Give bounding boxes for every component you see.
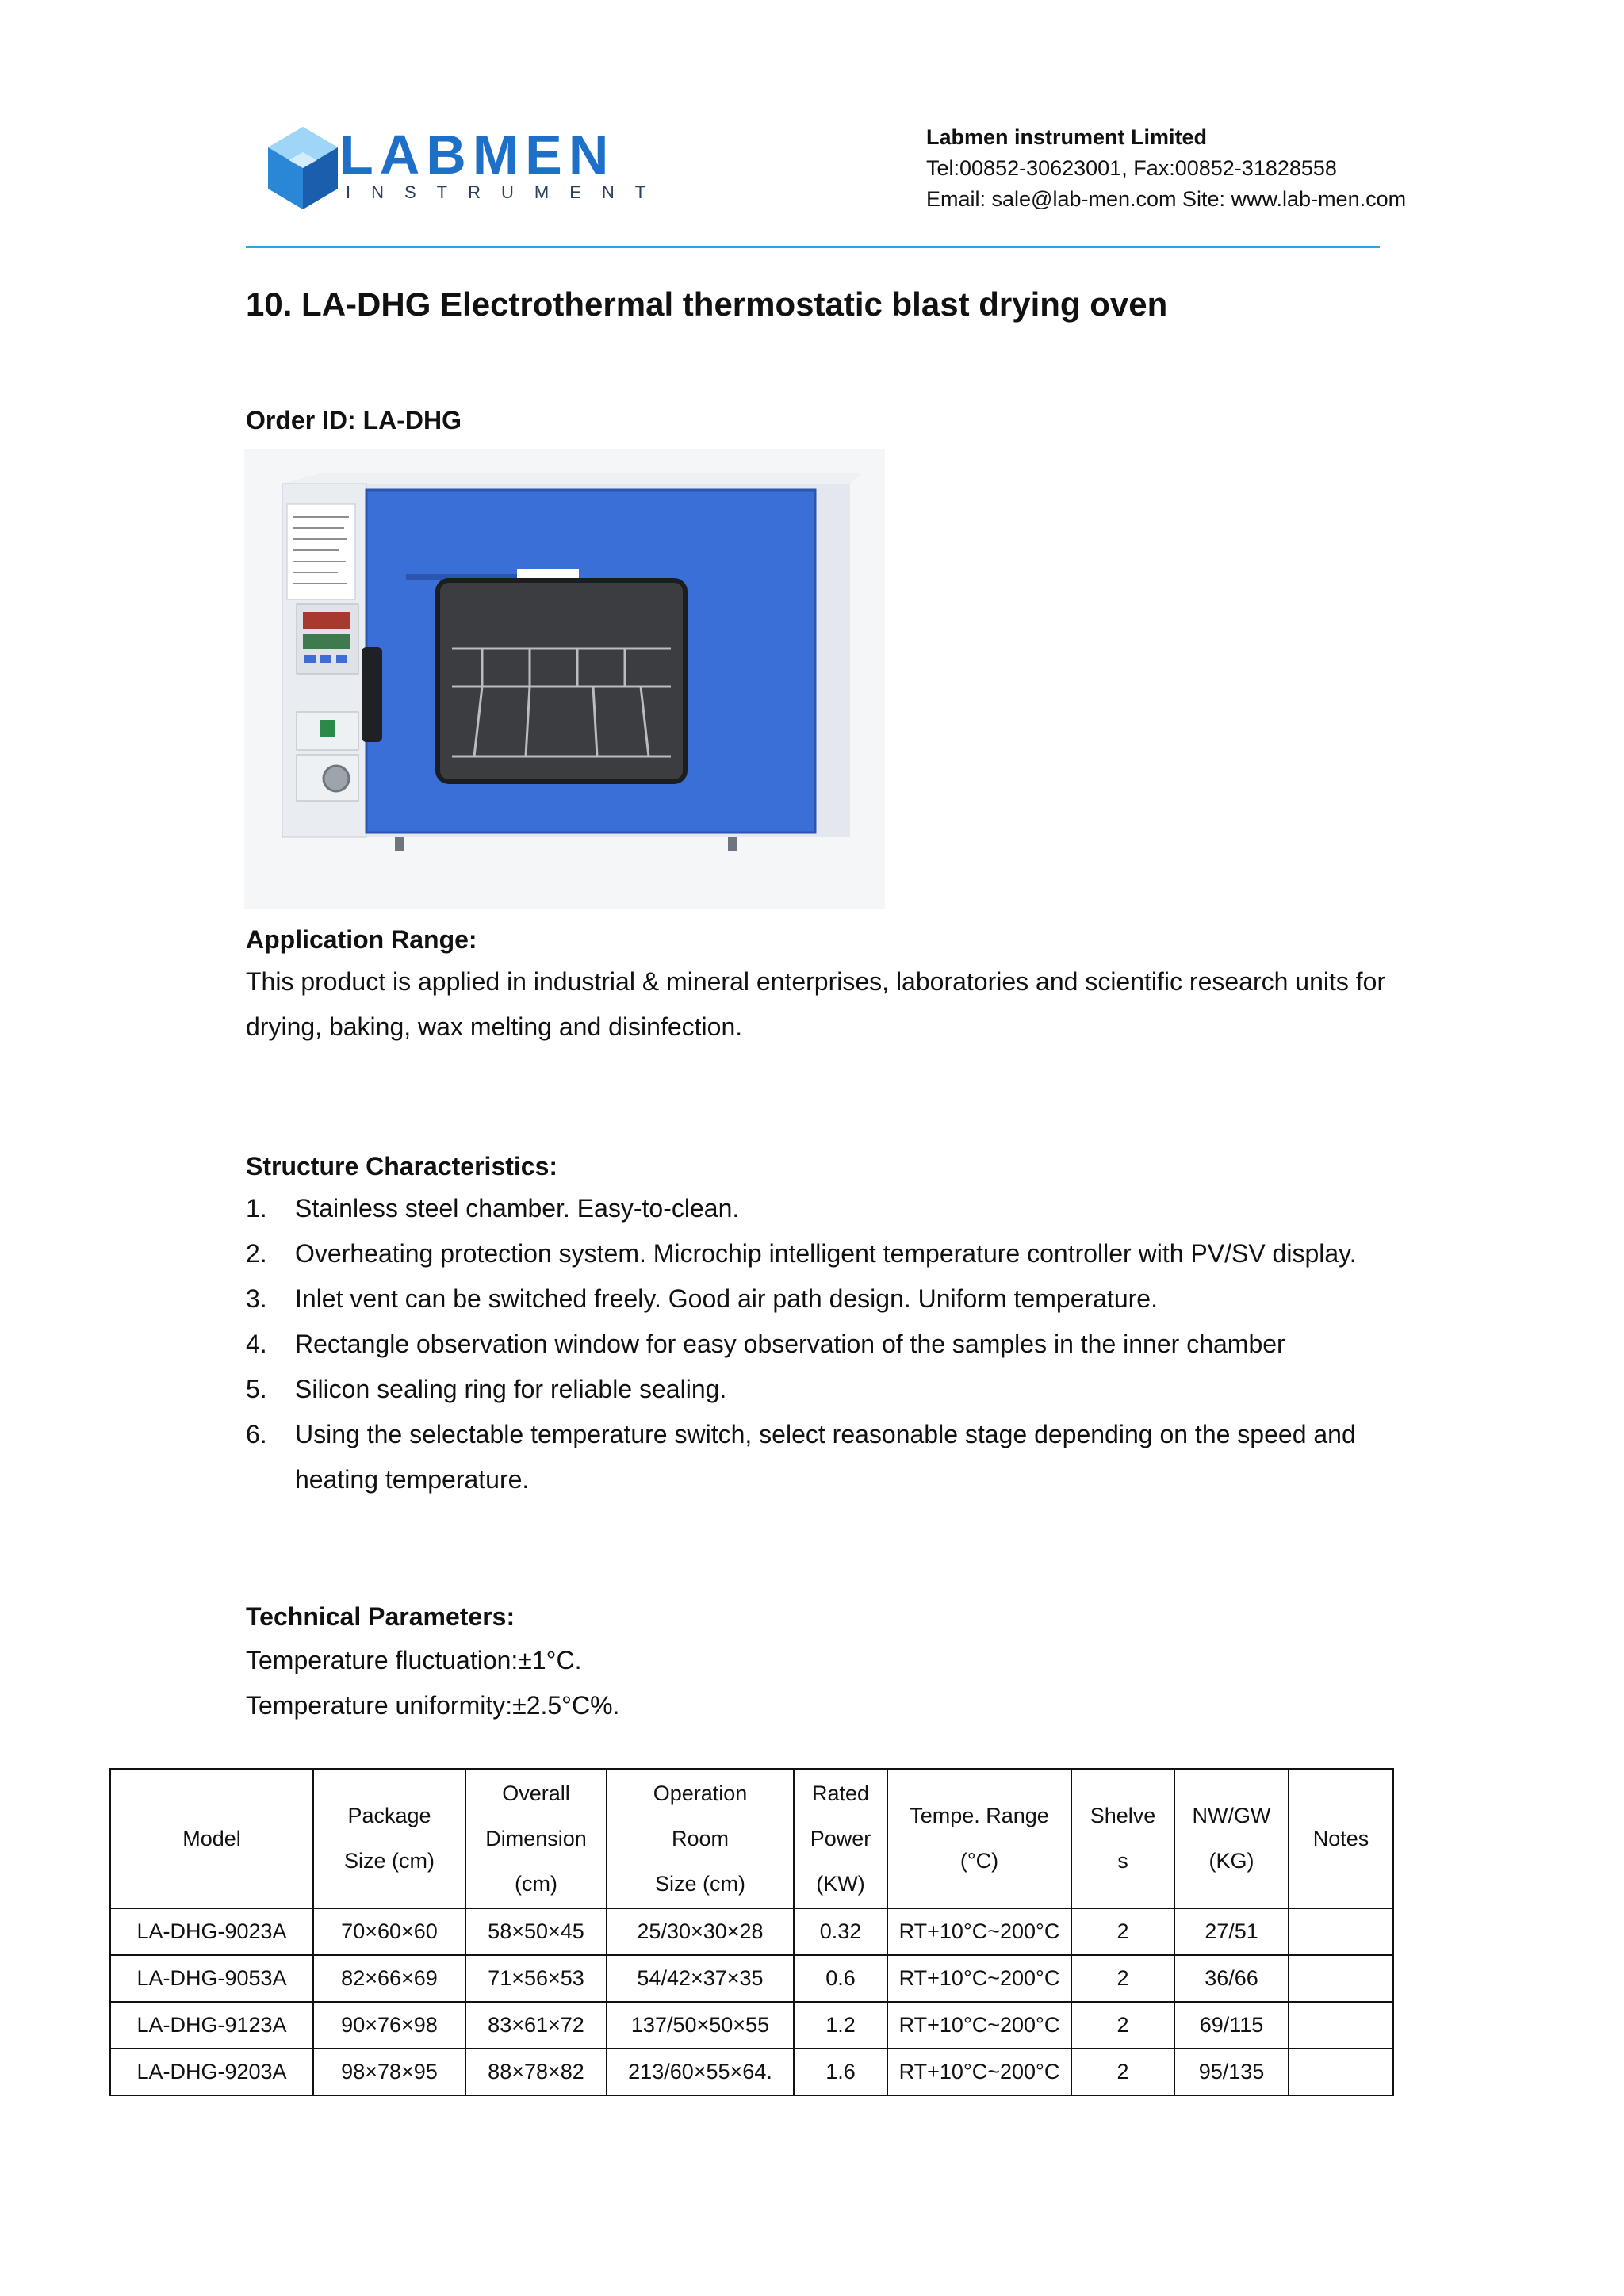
list-item-number: 4. xyxy=(246,1330,267,1358)
header-line: (KG) xyxy=(1208,1849,1254,1873)
company-email-site: Email: sale@lab-men.com Site: www.lab-men.com xyxy=(926,187,1407,211)
col-model-cell: LA-DHG-9123A xyxy=(110,2002,313,2049)
list-item xyxy=(246,1186,1419,1231)
list-item xyxy=(246,1322,1419,1367)
list-item xyxy=(246,1276,1419,1322)
col-temp-range-cell: RT+10°C~200°C xyxy=(887,1908,1071,1955)
col-operation-room-cell: 137/50×50×55 xyxy=(607,2002,794,2049)
header-line: (KW) xyxy=(816,1871,865,1896)
col-temp-range-cell: RT+10°C~200°C xyxy=(887,2002,1071,2049)
col-shelves-cell: 2 xyxy=(1071,1908,1174,1955)
header-line: (cm) xyxy=(515,1871,557,1896)
col-temp-range-header xyxy=(887,1769,1071,1908)
drying-oven-photo xyxy=(244,449,885,909)
table-row xyxy=(110,1908,1393,1955)
header-line: Shelve xyxy=(1090,1804,1156,1827)
table-body xyxy=(110,1908,1393,2095)
header-line: Tempe. Range xyxy=(910,1804,1049,1827)
col-temp-range-cell: RT+10°C~200°C xyxy=(887,2049,1071,2095)
technical-heading: Technical Parameters: xyxy=(246,1602,515,1631)
col-model-cell: LA-DHG-9203A xyxy=(110,2049,313,2095)
col-notes-cell xyxy=(1289,2002,1393,2049)
application-heading: Application Range: xyxy=(246,925,477,954)
application-text: This product is applied in industrial & mineral enterprises, laboratories and scientific research units for drying, baking, wax melting and disinfection. xyxy=(246,967,1386,1041)
col-notes-header xyxy=(1289,1769,1393,1908)
header-line: Size (cm) xyxy=(655,1871,745,1896)
list-item-text: Using the selectable temperature switch, select reasonable stage depending on the speed and heating temperature. xyxy=(295,1420,1356,1494)
col-nw-gw-header xyxy=(1174,1769,1289,1908)
list-item xyxy=(246,1367,1419,1412)
col-overall-dimension-cell: 83×61×72 xyxy=(465,2002,607,2049)
structure-heading: Structure Characteristics: xyxy=(246,1152,558,1181)
col-overall-dimension-header xyxy=(465,1769,607,1908)
list-item-text: Rectangle observation window for easy observation of the samples in the inner chamber xyxy=(295,1330,1285,1358)
header-line: Notes xyxy=(1312,1826,1369,1850)
header-line: Model xyxy=(182,1826,241,1850)
list-item-text: Inlet vent can be switched freely. Good air path design. Uniform temperature. xyxy=(295,1284,1158,1313)
col-shelves-cell: 2 xyxy=(1071,1955,1174,2002)
col-operation-room-cell: 25/30×30×28 xyxy=(607,1908,794,1955)
col-overall-dimension-cell: 58×50×45 xyxy=(465,1908,607,1955)
col-nw-gw-cell: 27/51 xyxy=(1174,1908,1289,1955)
list-item-number: 3. xyxy=(246,1284,267,1313)
col-package-size-cell: 90×76×98 xyxy=(313,2002,465,2049)
header-line: Dimension xyxy=(485,1826,587,1850)
technical-params xyxy=(246,1638,619,1728)
table-header-row xyxy=(110,1769,1393,1908)
company-name: Labmen instrument Limited xyxy=(926,125,1208,149)
table-row xyxy=(110,2002,1393,2049)
header-line: NW/GW xyxy=(1192,1804,1271,1827)
col-operation-room-header xyxy=(607,1769,794,1908)
col-package-size-cell: 70×60×60 xyxy=(313,1908,465,1955)
header-line: Size (cm) xyxy=(344,1849,435,1873)
col-shelves-cell: 2 xyxy=(1071,2002,1174,2049)
header-line: (°C) xyxy=(959,1849,999,1873)
brand-wordmark: LABMEN xyxy=(339,124,615,186)
temperature-uniformity: Temperature uniformity:±2.5°C%. xyxy=(246,1691,620,1720)
col-package-size-cell: 82×66×69 xyxy=(313,1955,465,2002)
list-item-number: 1. xyxy=(246,1194,267,1223)
col-nw-gw-cell: 69/115 xyxy=(1174,2002,1289,2049)
list-item-text: Overheating protection system. Microchip intelligent temperature controller with PV/SV display. xyxy=(295,1239,1357,1268)
company-phone-fax: Tel:00852-30623001, Fax:00852-31828558 xyxy=(926,156,1337,180)
col-package-size-header xyxy=(313,1769,465,1908)
order-id: Order ID: LA-DHG xyxy=(246,406,462,434)
list-item-text: Stainless steel chamber. Easy-to-clean. xyxy=(295,1194,740,1223)
table-row xyxy=(110,1955,1393,2002)
labmen-logo-icon xyxy=(255,121,350,216)
col-rated-power-cell: 1.6 xyxy=(794,2049,887,2095)
col-overall-dimension-cell: 88×78×82 xyxy=(465,2049,607,2095)
col-nw-gw-cell: 95/135 xyxy=(1174,2049,1289,2095)
col-rated-power-cell: 0.6 xyxy=(794,1955,887,2002)
temperature-fluctuation: Temperature fluctuation:±1°C. xyxy=(246,1646,582,1674)
col-rated-power-header xyxy=(794,1769,887,1908)
list-item-number: 6. xyxy=(246,1420,267,1448)
col-notes-cell xyxy=(1289,1955,1393,2002)
header-line: Package xyxy=(347,1804,431,1827)
col-operation-room-cell: 54/42×37×35 xyxy=(607,1955,794,2002)
company-contact-block xyxy=(926,122,1406,215)
col-shelves-header xyxy=(1071,1769,1174,1908)
header-line: s xyxy=(1117,1849,1128,1873)
col-rated-power-cell: 0.32 xyxy=(794,1908,887,1955)
col-operation-room-cell: 213/60×55×64. xyxy=(607,2049,794,2095)
table-row xyxy=(110,2049,1393,2095)
structure-list xyxy=(246,1186,1419,1502)
list-item xyxy=(246,1231,1419,1276)
spec-table xyxy=(109,1768,1394,2096)
page-title: 10. LA-DHG Electrothermal thermostatic blast drying oven xyxy=(246,285,1168,323)
col-model-cell: LA-DHG-9053A xyxy=(110,1955,313,2002)
list-item-number: 5. xyxy=(246,1375,267,1403)
header-line: Overall xyxy=(502,1781,570,1805)
list-item xyxy=(246,1412,1419,1502)
header-line: Room xyxy=(671,1826,730,1850)
col-package-size-cell: 98×78×95 xyxy=(313,2049,465,2095)
brand-subtitle: INSTRUMENT xyxy=(346,182,667,202)
list-item-text: Silicon sealing ring for reliable sealing. xyxy=(295,1375,727,1403)
col-shelves-cell: 2 xyxy=(1071,2049,1174,2095)
col-nw-gw-cell: 36/66 xyxy=(1174,1955,1289,2002)
header-divider xyxy=(246,246,1380,248)
col-model-header xyxy=(110,1769,313,1908)
header-line: Rated xyxy=(811,1781,870,1805)
header-line: Power xyxy=(810,1826,871,1850)
col-temp-range-cell: RT+10°C~200°C xyxy=(887,1955,1071,2002)
col-rated-power-cell: 1.2 xyxy=(794,2002,887,2049)
col-overall-dimension-cell: 71×56×53 xyxy=(465,1955,607,2002)
list-item-number: 2. xyxy=(246,1239,267,1268)
header-line: Operation xyxy=(653,1781,748,1805)
col-notes-cell xyxy=(1289,2049,1393,2095)
col-notes-cell xyxy=(1289,1908,1393,1955)
col-model-cell: LA-DHG-9023A xyxy=(110,1908,313,1955)
